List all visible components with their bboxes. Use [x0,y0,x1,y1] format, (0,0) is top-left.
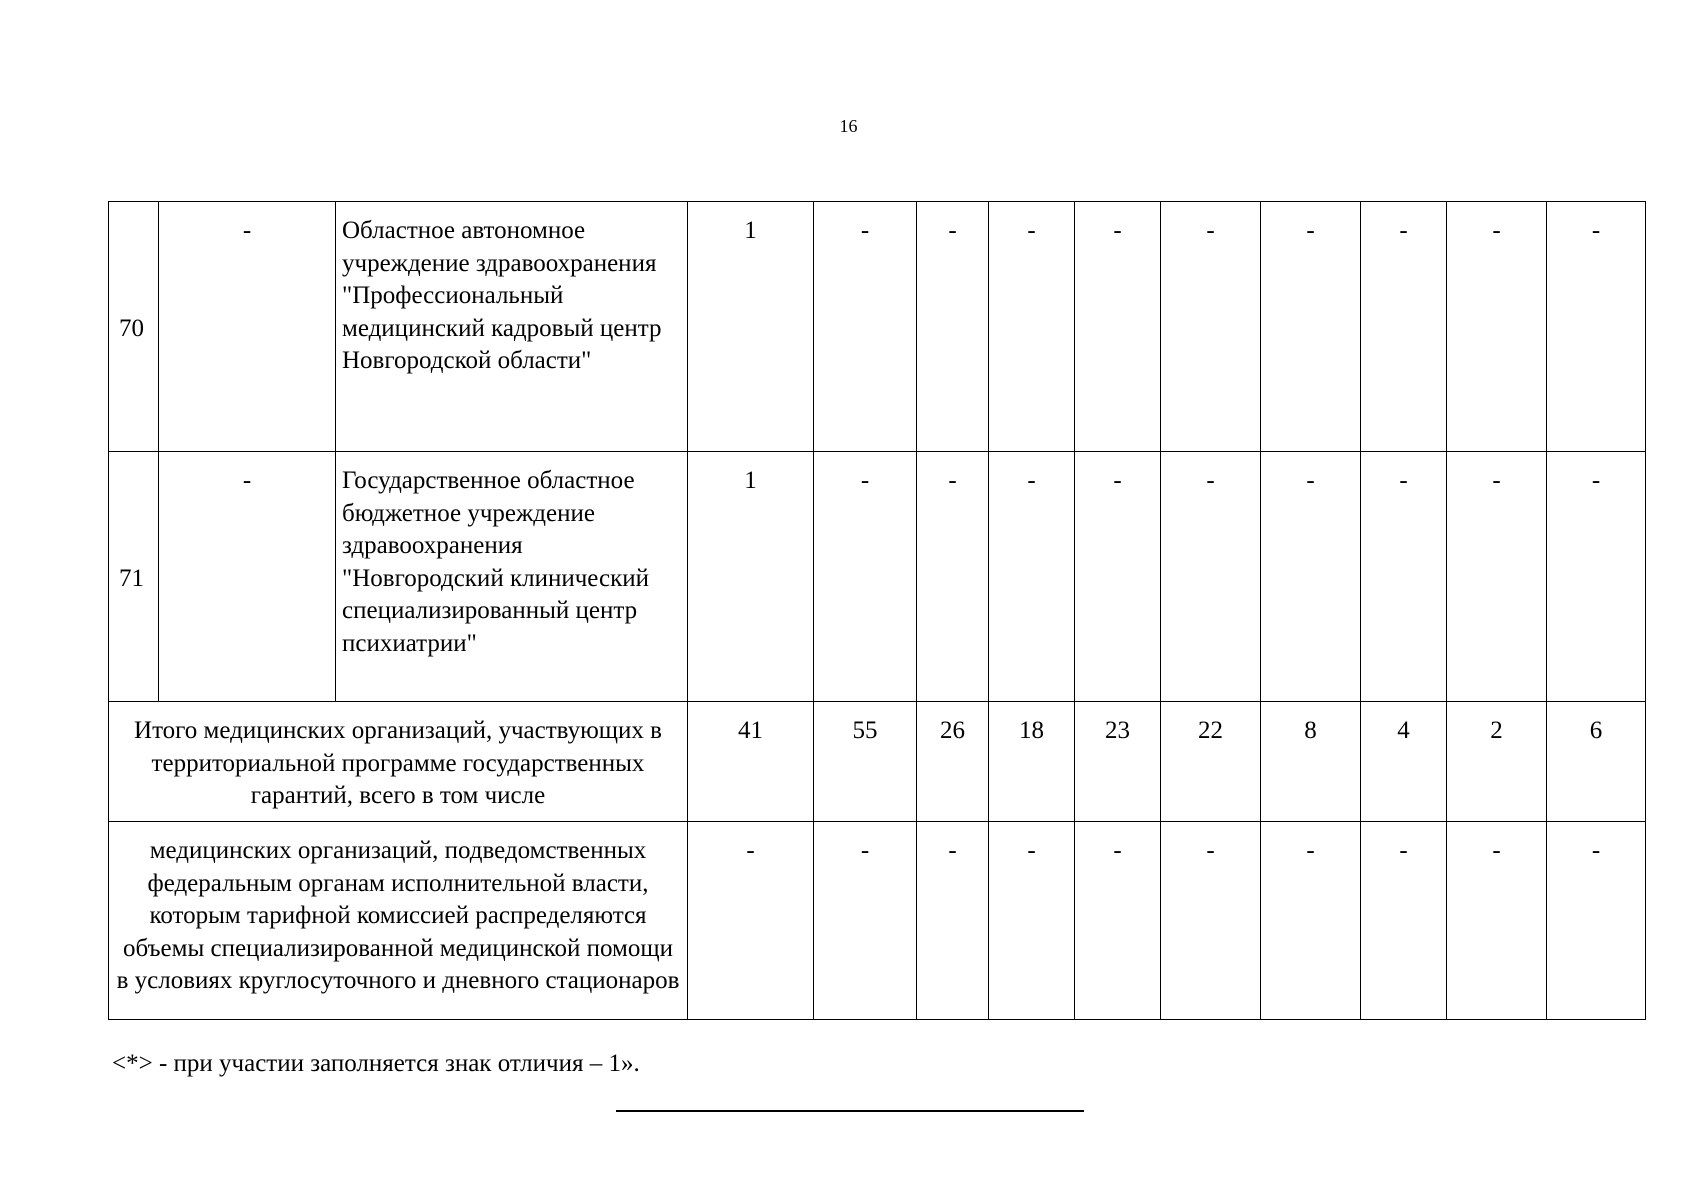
value-cell: - [1447,202,1547,452]
value-cell: - [1261,452,1361,702]
value-cell: - [1161,202,1261,452]
subtotal-value-cell: - [1547,822,1646,1020]
total-value-cell: 4 [1361,702,1447,822]
total-value-cell: 41 [688,702,814,822]
table-row [109,202,1646,452]
total-value-cell: 22 [1161,702,1261,822]
total-value-cell: 2 [1447,702,1547,822]
organization-name: Областное автономное учреждение здравоохранения "Профессиональный медицинский кадровый центр Новгородской области" [336,202,688,452]
value-cell: 1 [688,202,814,452]
value-cell: - [1547,452,1646,702]
value-cell: - [989,202,1075,452]
total-row [109,702,1646,822]
subtotal-row [109,822,1646,1020]
row-code: - [159,452,336,702]
table-row [109,452,1646,702]
subtotal-value-cell: - [688,822,814,1020]
total-value-cell: 23 [1075,702,1161,822]
value-cell: - [1161,452,1261,702]
value-cell: 1 [688,452,814,702]
value-cell: - [1361,202,1447,452]
subtotal-value-cell: - [1447,822,1547,1020]
subtotal-value-cell: - [1261,822,1361,1020]
total-label: Итого медицинских организаций, участвующих в территориальной программе государственных гарантий, всего в том числе [109,702,688,822]
organization-name: Государственное областное бюджетное учреждение здравоохранения "Новгородский клинический специализированный центр психиатрии" [336,452,688,702]
value-cell: - [1547,202,1646,452]
value-cell: - [814,202,917,452]
subtotal-value-cell: - [814,822,917,1020]
value-cell: - [917,202,989,452]
value-cell: - [917,452,989,702]
total-value-cell: 26 [917,702,989,822]
footnote: <*> - при участии заполняется знак отличия – 1». [112,1050,640,1077]
subtotal-value-cell: - [1361,822,1447,1020]
total-value-cell: 8 [1261,702,1361,822]
value-cell: - [1447,452,1547,702]
row-number: 70 [109,202,159,452]
value-cell: - [1361,452,1447,702]
value-cell: - [1075,452,1161,702]
value-cell: - [989,452,1075,702]
total-value-cell: 18 [989,702,1075,822]
total-value-cell: 6 [1547,702,1646,822]
value-cell: - [1075,202,1161,452]
subtotal-label: медицинских организаций, подведомственных федеральным органам исполнительной власти, которым тарифной комиссией распределяются объемы специализированной медицинской помощи в условиях круглосуточного и дневного стационаров [109,822,688,1020]
value-cell: - [1261,202,1361,452]
page-number: 16 [839,116,858,136]
row-number: 71 [109,452,159,702]
subtotal-value-cell: - [1075,822,1161,1020]
total-value-cell: 55 [814,702,917,822]
organizations-table [108,201,1646,1020]
value-cell: - [814,452,917,702]
subtotal-value-cell: - [917,822,989,1020]
subtotal-value-cell: - [1161,822,1261,1020]
subtotal-value-cell: - [989,822,1075,1020]
end-divider [616,1110,1084,1112]
row-code: - [159,202,336,452]
